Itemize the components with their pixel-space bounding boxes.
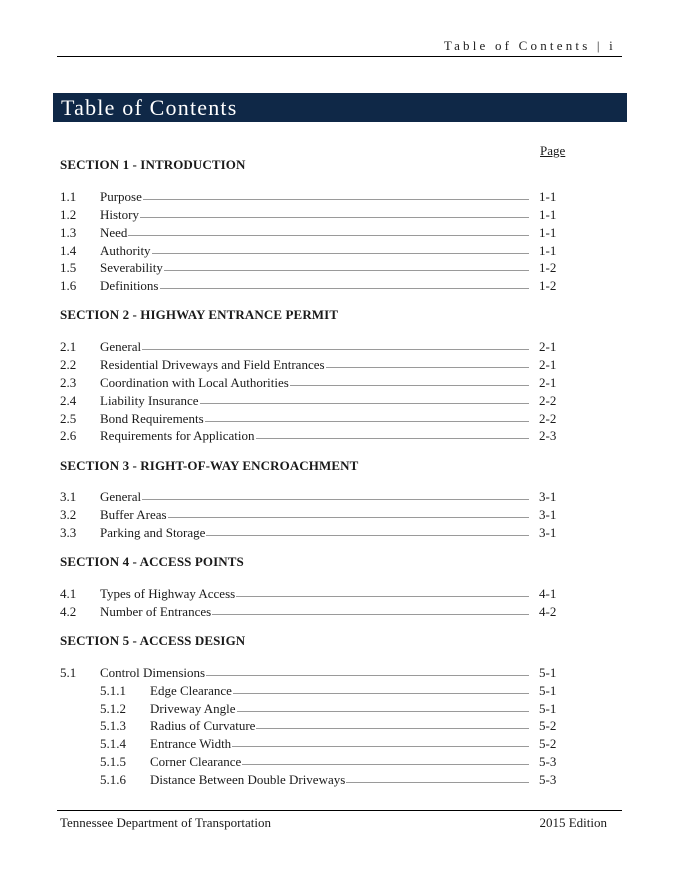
entry-number: 5.1.4 [100, 736, 126, 751]
dot-leader [160, 288, 530, 289]
entry-title: Authority [100, 243, 151, 258]
entry-number: 1.1 [60, 189, 77, 204]
toc-entry-5-1-3[interactable] [60, 718, 565, 734]
toc-entry-1-5[interactable] [60, 260, 565, 276]
dot-leader [290, 385, 529, 386]
section-heading-5: SECTION 5 - ACCESS DESIGN [60, 633, 246, 648]
footer-agency: Tennessee Department of Transportation [60, 815, 272, 830]
entry-title: Liability Insurance [100, 393, 199, 408]
section-heading-4: SECTION 4 - ACCESS POINTS [60, 554, 244, 569]
entry-title: Buffer Areas [100, 507, 167, 522]
entry-number: 1.5 [60, 260, 77, 275]
toc-entry-1-4[interactable] [60, 243, 565, 259]
footer-rule [57, 810, 622, 811]
dot-leader [206, 535, 529, 536]
entry-title: Distance Between Double Driveways [150, 772, 346, 787]
entry-page: 1-2 [539, 260, 557, 275]
section-heading-1: SECTION 1 - INTRODUCTION [60, 157, 246, 172]
dot-leader [233, 693, 529, 694]
title-banner [53, 93, 627, 122]
entry-number: 5.1.2 [100, 701, 126, 716]
entry-title: Types of Highway Access [100, 586, 236, 601]
entry-title: Driveway Angle [150, 701, 236, 716]
entry-page: 4-1 [539, 586, 557, 601]
entry-number: 3.3 [60, 525, 77, 540]
entry-number: 1.3 [60, 225, 77, 240]
entry-title: Parking and Storage [100, 525, 206, 540]
dot-leader [164, 270, 529, 271]
entry-title: Number of Entrances [100, 604, 212, 619]
page-title: Table of Contents [61, 95, 238, 120]
entry-page: 2-3 [539, 428, 557, 443]
entry-page: 3-1 [539, 489, 557, 504]
entry-page: 2-1 [539, 339, 557, 354]
entry-page: 5-2 [539, 736, 557, 751]
entry-page: 3-1 [539, 525, 557, 540]
dot-leader [256, 728, 529, 729]
toc-entry-4-1[interactable] [60, 586, 565, 602]
entry-title: Control Dimensions [100, 665, 206, 680]
entry-number: 4.2 [60, 604, 77, 619]
entry-title: Severability [100, 260, 163, 275]
entry-number: 3.1 [60, 489, 77, 504]
entry-page: 1-1 [539, 243, 557, 258]
entry-title: Radius of Curvature [150, 718, 256, 733]
toc-entry-3-1[interactable] [60, 489, 565, 505]
toc-entry-2-4[interactable] [60, 393, 565, 409]
entry-title: Corner Clearance [150, 754, 242, 769]
entry-page: 4-2 [539, 604, 557, 619]
dot-leader [205, 421, 529, 422]
dot-leader [206, 675, 529, 676]
section-heading-3: SECTION 3 - RIGHT-OF-WAY ENCROACHMENT [60, 458, 359, 473]
entry-page: 1-2 [539, 278, 557, 293]
entry-number: 5.1 [60, 665, 77, 680]
toc-entry-4-2[interactable] [60, 604, 565, 620]
entry-title: Purpose [100, 189, 142, 204]
dot-leader [237, 711, 529, 712]
dot-leader [140, 217, 529, 218]
entry-page: 1-1 [539, 189, 557, 204]
entry-number: 1.2 [60, 207, 77, 222]
dot-leader [200, 403, 529, 404]
entry-number: 5.1.1 [100, 683, 126, 698]
toc-entry-1-3[interactable] [60, 225, 565, 241]
entry-number: 3.2 [60, 507, 77, 522]
entry-page: 2-1 [539, 357, 557, 372]
toc-entry-2-1[interactable] [60, 339, 565, 355]
dot-leader [256, 438, 529, 439]
entry-page: 2-2 [539, 411, 557, 426]
entry-page: 5-3 [539, 772, 557, 787]
entry-number: 1.6 [60, 278, 77, 293]
dot-leader [346, 782, 529, 783]
toc-entry-3-3[interactable] [60, 525, 565, 541]
entry-number: 2.1 [60, 339, 77, 354]
toc-entry-1-6[interactable] [60, 278, 565, 294]
toc-entry-5-1-4[interactable] [60, 736, 565, 752]
entry-title: General [100, 489, 142, 504]
entry-page: 2-1 [539, 375, 557, 390]
dot-leader [236, 596, 529, 597]
toc-entry-2-6[interactable] [60, 428, 565, 444]
toc-entry-1-2[interactable] [60, 207, 565, 223]
entry-page: 5-1 [539, 683, 557, 698]
entry-page: 5-1 [539, 701, 557, 716]
dot-leader [326, 367, 529, 368]
entry-page: 5-2 [539, 718, 557, 733]
section-heading-2: SECTION 2 - HIGHWAY ENTRANCE PERMIT [60, 307, 339, 322]
dot-leader [242, 764, 529, 765]
dot-leader [128, 235, 529, 236]
toc-entry-2-5[interactable] [60, 411, 565, 427]
dot-leader [142, 349, 529, 350]
toc-entry-5-1-6[interactable] [60, 772, 565, 788]
entry-page: 5-1 [539, 665, 557, 680]
toc-entry-2-2[interactable] [60, 357, 565, 373]
entry-title: Definitions [100, 278, 159, 293]
entry-title: Requirements for Application [100, 428, 255, 443]
dot-leader [142, 499, 529, 500]
dot-leader [143, 199, 529, 200]
entry-title: Edge Clearance [150, 683, 232, 698]
entry-title: Coordination with Local Authorities [100, 375, 289, 390]
dot-leader [232, 746, 529, 747]
entry-page: 1-1 [539, 225, 557, 240]
entry-title: History [100, 207, 139, 222]
toc-entry-5-1-1[interactable] [60, 683, 565, 699]
entry-title: Entrance Width [150, 736, 232, 751]
header-rule [57, 56, 622, 57]
entry-title: Residential Driveways and Field Entrances [100, 357, 325, 372]
entry-number: 4.1 [60, 586, 77, 601]
entry-page: 2-2 [539, 393, 557, 408]
entry-page: 3-1 [539, 507, 557, 522]
page-column-label: Page [540, 143, 566, 158]
dot-leader [152, 253, 529, 254]
toc-entry-5-1[interactable] [60, 665, 565, 681]
entry-number: 2.3 [60, 375, 77, 390]
entry-number: 5.1.6 [100, 772, 126, 787]
entry-number: 2.5 [60, 411, 77, 426]
toc-entry-2-3[interactable] [60, 375, 565, 391]
entry-number: 5.1.3 [100, 718, 126, 733]
entry-title: Need [100, 225, 128, 240]
entry-number: 2.4 [60, 393, 77, 408]
running-header: Table of Contents | i [443, 38, 616, 53]
dot-leader [212, 614, 529, 615]
entry-title: General [100, 339, 142, 354]
toc-entry-1-1[interactable] [60, 189, 565, 205]
toc-entry-5-1-5[interactable] [60, 754, 565, 770]
entry-number: 1.4 [60, 243, 77, 258]
dot-leader [168, 517, 529, 518]
toc-entry-3-2[interactable] [60, 507, 565, 523]
entry-number: 2.2 [60, 357, 77, 372]
toc-entry-5-1-2[interactable] [60, 701, 565, 717]
entry-title: Bond Requirements [100, 411, 204, 426]
footer-edition: 2015 Edition [539, 815, 607, 830]
entry-number: 2.6 [60, 428, 77, 443]
entry-page: 5-3 [539, 754, 557, 769]
entry-page: 1-1 [539, 207, 557, 222]
entry-number: 5.1.5 [100, 754, 126, 769]
